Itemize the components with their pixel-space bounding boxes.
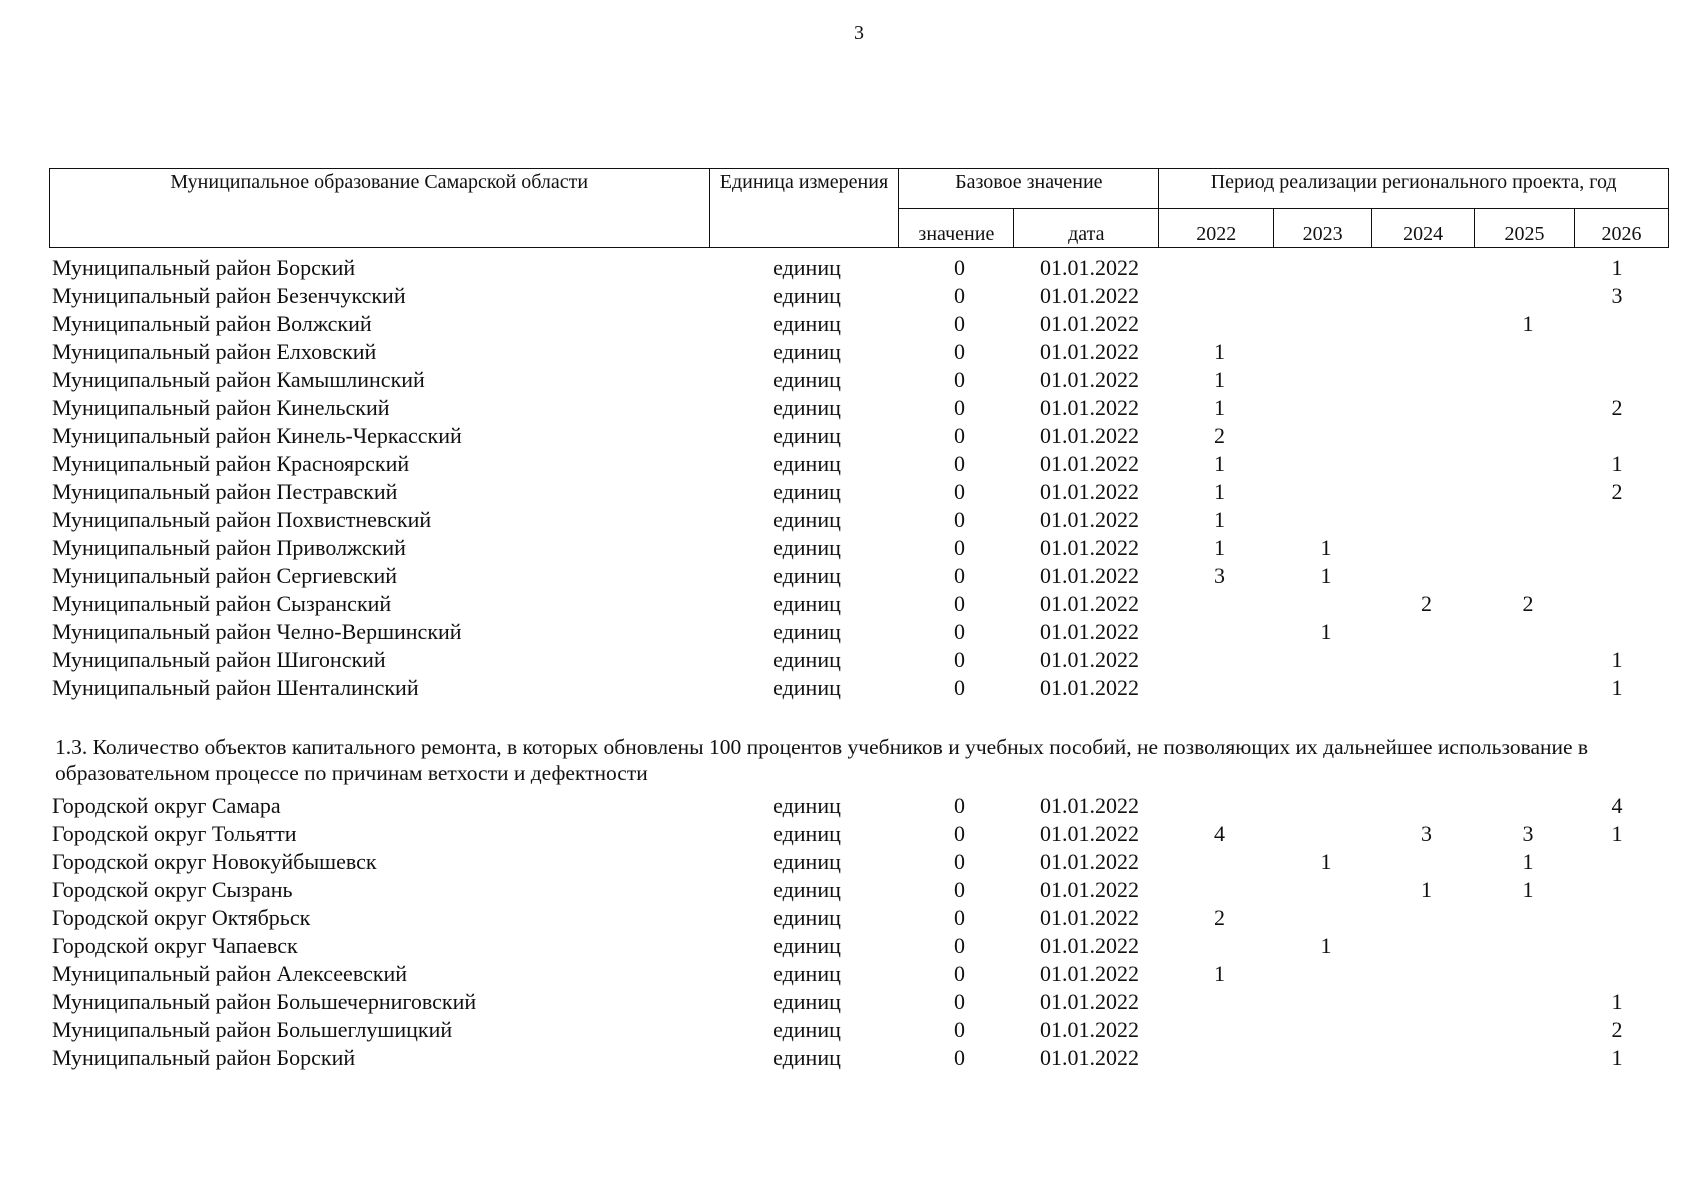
cell-y2024: 2 [1421,591,1432,616]
cell-y2025 [1478,338,1578,366]
cell-y2023 [1277,422,1375,450]
cell-unit: единиц [773,395,841,420]
cell-value: 0 [954,367,965,392]
cell-y2024 [1375,478,1478,506]
cell-y2023: 1 [1320,619,1332,644]
cell-date: 01.01.2022 [1040,507,1139,532]
cell-y2024 [1375,394,1478,422]
cell-date: 01.01.2022 [1040,877,1139,902]
table-row [52,338,1656,366]
cell-y2025: 1 [1522,877,1534,902]
cell-y2025 [1478,792,1578,820]
cell-y2024 [1375,618,1478,646]
cell-unit: единиц [773,905,841,930]
cell-y2025: 1 [1522,849,1534,874]
table-row [52,534,1656,562]
cell-value: 0 [954,479,965,504]
cell-y2026 [1578,506,1656,534]
cell-y2023: 1 [1320,535,1332,560]
cell-value: 0 [954,1045,965,1070]
table-row [52,674,1656,702]
cell-y2026 [1578,534,1656,562]
cell-name: Муниципальный район Кинельский [52,395,390,420]
cell-y2026 [1578,562,1656,590]
cell-y2026 [1578,932,1656,960]
cell-y2022 [1162,618,1277,646]
table-row [52,792,1656,820]
cell-name: Муниципальный район Пестравский [52,479,398,504]
cell-date: 01.01.2022 [1040,591,1139,616]
cell-date: 01.01.2022 [1040,339,1139,364]
cell-name: Муниципальный район Борский [52,255,356,280]
cell-date: 01.01.2022 [1040,849,1139,874]
cell-y2022: 1 [1214,367,1225,392]
cell-y2025 [1478,506,1578,534]
cell-date: 01.01.2022 [1040,479,1139,504]
cell-y2022: 1 [1214,961,1225,986]
cell-unit: единиц [773,311,841,336]
cell-y2025: 3 [1522,821,1534,846]
cell-value: 0 [954,675,965,700]
table-row [52,1016,1656,1044]
page-number: 3 [854,22,864,44]
cell-value: 0 [954,535,965,560]
cell-unit: единиц [773,961,841,986]
cell-value: 0 [954,933,965,958]
cell-y2023 [1277,310,1375,338]
cell-date: 01.01.2022 [1040,563,1139,588]
header-year-2023: 2023 [1274,208,1372,248]
cell-y2026: 1 [1611,1045,1623,1070]
cell-y2022: 1 [1214,507,1225,532]
cell-y2022: 2 [1214,423,1225,448]
cell-name: Муниципальный район Елховский [52,339,377,364]
table-row [52,988,1656,1016]
cell-y2023 [1277,820,1375,848]
cell-y2024 [1375,932,1478,960]
cell-y2026 [1578,422,1656,450]
cell-y2022: 1 [1214,395,1225,420]
cell-value: 0 [954,877,965,902]
cell-y2026: 1 [1611,675,1623,700]
cell-name: Муниципальный район Борский [52,1045,356,1070]
cell-name: Муниципальный район Похвистневский [52,507,432,532]
cell-name: Городской округ Тольятти [52,821,297,846]
cell-y2024 [1375,562,1478,590]
cell-y2026: 1 [1611,647,1623,672]
cell-name: Муниципальный район Челно-Вершинский [52,619,462,644]
cell-value: 0 [954,507,965,532]
cell-y2025 [1478,478,1578,506]
cell-unit: единиц [773,339,841,364]
cell-y2025 [1478,254,1578,282]
cell-value: 0 [954,647,965,672]
cell-y2026: 4 [1611,793,1623,818]
cell-y2022: 1 [1214,339,1225,364]
cell-y2026: 1 [1611,255,1623,280]
cell-date: 01.01.2022 [1040,1045,1139,1070]
cell-y2025 [1478,282,1578,310]
cell-y2023 [1277,590,1375,618]
table-row [52,848,1656,876]
cell-y2026 [1578,876,1656,904]
cell-unit: единиц [773,821,841,846]
cell-y2026 [1578,960,1656,988]
cell-unit: единиц [773,563,841,588]
cell-name: Городской округ Новокуйбышевск [52,849,377,874]
cell-y2026: 2 [1611,395,1623,420]
cell-unit: единиц [773,989,841,1014]
cell-date: 01.01.2022 [1040,283,1139,308]
cell-value: 0 [954,619,965,644]
table-row [52,282,1656,310]
cell-value: 0 [954,339,965,364]
cell-y2022: 1 [1214,535,1225,560]
cell-y2025 [1478,618,1578,646]
cell-y2022 [1162,646,1277,674]
cell-date: 01.01.2022 [1040,255,1139,280]
cell-date: 01.01.2022 [1040,989,1139,1014]
cell-value: 0 [954,283,965,308]
cell-y2024 [1375,1044,1478,1072]
cell-y2023 [1277,792,1375,820]
cell-y2023: 1 [1320,933,1332,958]
cell-y2022: 2 [1214,905,1225,930]
header-year-2026: 2026 [1574,208,1668,248]
cell-value: 0 [954,451,965,476]
cell-y2022 [1162,848,1277,876]
cell-y2022 [1162,1016,1277,1044]
cell-value: 0 [954,821,965,846]
table-row [52,960,1656,988]
cell-y2024 [1375,534,1478,562]
cell-y2026 [1578,904,1656,932]
cell-value: 0 [954,1017,965,1042]
cell-y2025 [1478,450,1578,478]
cell-value: 0 [954,395,965,420]
cell-unit: единиц [773,1017,841,1042]
cell-y2024 [1375,848,1478,876]
cell-unit: единиц [773,647,841,672]
cell-unit: единиц [773,507,841,532]
header-base: Базовое значение [899,169,1159,209]
cell-y2025 [1478,1044,1578,1072]
cell-y2025 [1478,646,1578,674]
cell-unit: единиц [773,479,841,504]
cell-y2023 [1277,1044,1375,1072]
cell-y2025 [1478,674,1578,702]
cell-name: Муниципальный район Приволжский [52,535,406,560]
cell-date: 01.01.2022 [1040,793,1139,818]
cell-y2024 [1375,792,1478,820]
cell-y2023: 1 [1320,849,1332,874]
section-heading: 1.3. Количество объектов капитального ремонта, в которых обновлены 100 процентов учебников и учебных пособий, не позволяющих их дальнейшее использование в образовательном процессе по причинам ветхости и дефектности [55,735,1589,785]
cell-unit: единиц [773,877,841,902]
cell-y2024 [1375,282,1478,310]
cell-y2022 [1162,590,1277,618]
cell-name: Муниципальный район Сергиевский [52,563,398,588]
table-header [49,168,1669,248]
cell-y2024: 3 [1421,821,1432,846]
cell-unit: единиц [773,619,841,644]
cell-name: Муниципальный район Красноярский [52,451,410,476]
cell-y2025: 2 [1522,591,1534,616]
cell-y2022 [1162,310,1277,338]
cell-y2024 [1375,338,1478,366]
cell-y2022 [1162,282,1277,310]
cell-name: Муниципальный район Сызранский [52,591,392,616]
cell-y2023 [1277,876,1375,904]
cell-y2025 [1478,366,1578,394]
cell-unit: единиц [773,535,841,560]
header-year-2024: 2024 [1372,208,1475,248]
cell-unit: единиц [773,451,841,476]
cell-y2026: 2 [1611,1017,1623,1042]
cell-y2025 [1478,394,1578,422]
cell-y2024 [1375,254,1478,282]
cell-unit: единиц [773,255,841,280]
cell-unit: единиц [773,367,841,392]
cell-y2022 [1162,792,1277,820]
cell-date: 01.01.2022 [1040,647,1139,672]
table-row [52,450,1656,478]
cell-name: Муниципальный район Безенчукский [52,283,406,308]
cell-y2022 [1162,1044,1277,1072]
cell-unit: единиц [773,591,841,616]
cell-y2026 [1578,848,1656,876]
cell-y2025 [1478,562,1578,590]
cell-unit: единиц [773,793,841,818]
header-period: Период реализации регионального проекта, год [1159,169,1669,209]
cell-y2024 [1375,646,1478,674]
cell-name: Муниципальный район Кинель-Черкасский [52,423,462,448]
cell-name: Муниципальный район Алексеевский [52,961,408,986]
cell-y2023 [1277,904,1375,932]
cell-y2025 [1478,960,1578,988]
cell-y2023: 1 [1320,563,1332,588]
cell-y2026: 2 [1611,479,1623,504]
cell-y2023 [1277,988,1375,1016]
header-year-2025: 2025 [1475,208,1575,248]
cell-date: 01.01.2022 [1040,961,1139,986]
table-row [52,562,1656,590]
cell-y2023 [1277,506,1375,534]
cell-y2023 [1277,960,1375,988]
cell-date: 01.01.2022 [1040,423,1139,448]
cell-value: 0 [954,591,965,616]
cell-y2024 [1375,506,1478,534]
table-row [52,876,1656,904]
table-row [52,590,1656,618]
cell-unit: единиц [773,849,841,874]
cell-y2026: 3 [1611,283,1623,308]
cell-y2026: 1 [1611,451,1623,476]
cell-y2023 [1277,394,1375,422]
cell-y2026 [1578,590,1656,618]
data-table-2 [52,792,1656,1072]
cell-date: 01.01.2022 [1040,451,1139,476]
cell-y2022: 1 [1214,479,1225,504]
cell-y2025 [1478,932,1578,960]
cell-date: 01.01.2022 [1040,395,1139,420]
cell-y2024 [1375,310,1478,338]
cell-y2022 [1162,876,1277,904]
cell-y2022: 3 [1214,563,1225,588]
cell-name: Городской округ Чапаевск [52,933,298,958]
cell-name: Муниципальный район Большечерниговский [52,989,477,1014]
table-row [52,422,1656,450]
cell-unit: единиц [773,1045,841,1070]
cell-unit: единиц [773,675,841,700]
cell-name: Муниципальный район Волжский [52,311,372,336]
cell-name: Муниципальный район Большеглушицкий [52,1017,453,1042]
cell-date: 01.01.2022 [1040,1017,1139,1042]
cell-y2023 [1277,674,1375,702]
cell-date: 01.01.2022 [1040,311,1139,336]
cell-date: 01.01.2022 [1040,821,1139,846]
cell-y2023 [1277,254,1375,282]
cell-y2025 [1478,422,1578,450]
cell-y2025 [1478,904,1578,932]
cell-name: Городской округ Сызрань [52,877,293,902]
cell-y2026 [1578,366,1656,394]
cell-name: Муниципальный район Шигонский [52,647,386,672]
table-row [52,1044,1656,1072]
table-row [52,820,1656,848]
cell-y2024 [1375,1016,1478,1044]
table-row [52,506,1656,534]
cell-date: 01.01.2022 [1040,535,1139,560]
table-row [52,310,1656,338]
cell-value: 0 [954,989,965,1014]
cell-y2023 [1277,1016,1375,1044]
table-row [52,932,1656,960]
cell-y2023 [1277,338,1375,366]
cell-y2023 [1277,450,1375,478]
header-base-value: значение [899,208,1014,248]
data-table-1 [52,254,1656,702]
cell-unit: единиц [773,933,841,958]
cell-date: 01.01.2022 [1040,905,1139,930]
cell-value: 0 [954,961,965,986]
cell-value: 0 [954,905,965,930]
cell-name: Городской округ Октябрьск [52,905,311,930]
cell-y2026 [1578,310,1656,338]
header-base-date: дата [1014,208,1159,248]
cell-y2022 [1162,254,1277,282]
table-row [52,254,1656,282]
cell-value: 0 [954,563,965,588]
cell-y2024 [1375,366,1478,394]
cell-name: Муниципальный район Шенталинский [52,675,419,700]
cell-y2024 [1375,904,1478,932]
cell-y2024 [1375,674,1478,702]
cell-y2024 [1375,960,1478,988]
cell-value: 0 [954,849,965,874]
cell-y2026: 1 [1611,989,1623,1014]
cell-y2025 [1478,988,1578,1016]
cell-y2026 [1578,618,1656,646]
cell-value: 0 [954,255,965,280]
cell-y2025: 1 [1522,311,1534,336]
cell-y2026: 1 [1611,821,1623,846]
cell-y2026 [1578,338,1656,366]
cell-unit: единиц [773,283,841,308]
cell-y2023 [1277,366,1375,394]
cell-y2023 [1277,478,1375,506]
cell-value: 0 [954,423,965,448]
cell-y2022: 4 [1214,821,1225,846]
header-year-2022: 2022 [1159,208,1274,248]
cell-value: 0 [954,311,965,336]
cell-y2024 [1375,988,1478,1016]
cell-value: 0 [954,793,965,818]
cell-date: 01.01.2022 [1040,933,1139,958]
table-row [52,904,1656,932]
cell-date: 01.01.2022 [1040,367,1139,392]
cell-y2023 [1277,282,1375,310]
table-row [52,618,1656,646]
cell-name: Муниципальный район Камышлинский [52,367,425,392]
cell-y2024: 1 [1421,877,1432,902]
cell-name: Городской округ Самара [52,793,281,818]
table-row [52,646,1656,674]
cell-y2025 [1478,1016,1578,1044]
cell-y2022 [1162,932,1277,960]
cell-y2022 [1162,988,1277,1016]
cell-unit: единиц [773,423,841,448]
cell-y2024 [1375,450,1478,478]
cell-y2024 [1375,422,1478,450]
header-municipality: Муниципальное образование Самарской области [50,169,710,248]
cell-date: 01.01.2022 [1040,619,1139,644]
cell-date: 01.01.2022 [1040,675,1139,700]
table-row [52,478,1656,506]
table-row [52,366,1656,394]
cell-y2025 [1478,534,1578,562]
cell-y2022: 1 [1214,451,1225,476]
cell-y2023 [1277,646,1375,674]
table-row [52,394,1656,422]
cell-y2022 [1162,674,1277,702]
header-unit: Единица измерения [709,169,899,248]
